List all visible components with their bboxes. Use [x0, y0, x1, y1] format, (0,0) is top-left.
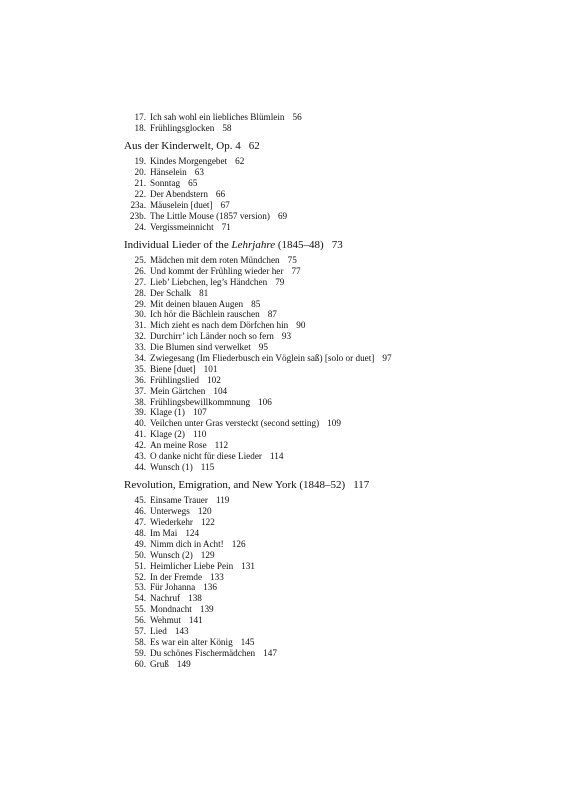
- entry-page-number: 101: [203, 363, 218, 374]
- toc-entry: [0, 626, 588, 637]
- entry-title: Frühlingsglocken 58: [150, 122, 232, 133]
- entry-title: Wunsch (1) 115: [150, 461, 215, 472]
- toc-entry: [0, 353, 588, 364]
- entry-number: 17.: [134, 112, 146, 122]
- entry-page-number: 104: [213, 385, 228, 396]
- toc-entry: [0, 528, 588, 539]
- entry-title: Und kommt der Frühling wieder her 77: [150, 265, 301, 276]
- toc-entry: [0, 342, 588, 353]
- entry-page-number: 85: [251, 298, 261, 309]
- entry-number: 44.: [134, 461, 146, 472]
- entry-number: 40.: [134, 418, 146, 429]
- entry-page-number: 114: [270, 451, 284, 462]
- entry-number: 22.: [134, 188, 146, 199]
- entry-page-number: 95: [258, 342, 268, 353]
- toc-entry: [0, 648, 588, 659]
- entry-title: The Little Mouse (1857 version) 69: [150, 210, 288, 221]
- section-title: Individual Lieder of the: [124, 238, 232, 251]
- entry-title: Ich sah wohl ein liebliches Blümlein 56: [150, 112, 302, 122]
- toc-entry: [0, 167, 588, 178]
- entry-title: Unterwegs 120: [150, 506, 212, 517]
- entry-title: Gruß 149: [150, 658, 191, 669]
- entry-title: Wiederkehr 122: [150, 517, 215, 528]
- toc-entry: [0, 659, 588, 670]
- entry-title: Wunsch (2) 129: [150, 549, 215, 560]
- toc-entry: [0, 156, 588, 167]
- toc-entry: [0, 539, 588, 550]
- entry-title: In der Fremde 133: [150, 571, 224, 582]
- entry-page-number: 143: [174, 626, 189, 637]
- entry-page-number: 58: [222, 122, 232, 133]
- entry-page-number: 110: [192, 429, 207, 440]
- entry-number: 32.: [134, 331, 146, 342]
- entry-number: 24.: [134, 221, 146, 232]
- entry-number: 58.: [134, 636, 146, 647]
- toc-entry: [0, 429, 588, 440]
- toc-entry: [0, 407, 588, 418]
- entry-number: 39.: [134, 407, 146, 418]
- toc-entry: [0, 582, 588, 593]
- entry-page-number: 90: [296, 320, 306, 331]
- toc-entry: [0, 178, 588, 189]
- section-heading: [0, 477, 588, 495]
- toc-entry: [0, 637, 588, 648]
- toc-entry: [0, 495, 588, 506]
- toc-entry: [0, 266, 588, 277]
- entry-number: 46.: [134, 506, 146, 517]
- entry-title: Lied 143: [150, 626, 189, 637]
- section-page-number: 117: [353, 478, 370, 491]
- entry-title: O danke nicht für diese Lieder 114: [150, 451, 284, 462]
- entry-title: Zwiegesang (Im Fliederbusch ein Vöglein saß) [solo or duet] 97: [150, 353, 392, 364]
- entry-title: Mädchen mit dem roten Mündchen 75: [150, 255, 297, 266]
- toc-entry: [0, 222, 588, 233]
- entry-page-number: 138: [188, 593, 202, 604]
- entry-number: 51.: [134, 560, 146, 571]
- entry-number: 41.: [134, 429, 146, 440]
- entry-number: 55.: [134, 604, 146, 615]
- entry-page-number: 93: [281, 331, 292, 342]
- entry-page-number: 66: [215, 188, 226, 199]
- entry-number: 26.: [134, 265, 146, 276]
- entry-number: 43.: [134, 451, 146, 462]
- toc-entry: [0, 572, 588, 583]
- toc-entry: [0, 604, 588, 615]
- entry-page-number: 109: [327, 418, 341, 429]
- entry-number: 50.: [134, 549, 146, 560]
- entry-title: Es war ein alter König 145: [150, 636, 255, 647]
- entry-number: 54.: [134, 593, 146, 604]
- toc-entry: [0, 561, 588, 572]
- entry-number: 27.: [134, 276, 146, 287]
- entry-page-number: 115: [200, 461, 215, 472]
- entry-title: Vergissmeinnicht 71: [150, 221, 231, 232]
- entry-number: 33.: [134, 342, 146, 353]
- entry-number: 19.: [134, 156, 146, 167]
- toc-entry: [0, 189, 588, 200]
- section-page-number: 73: [331, 238, 343, 251]
- entry-title: Mit deinen blauen Augen 85: [150, 298, 261, 309]
- toc-entry: [0, 397, 588, 408]
- toc-entry: [0, 277, 588, 288]
- entry-title: Du schönes Fischermädchen 147: [150, 647, 277, 658]
- entry-number: 37.: [134, 385, 146, 396]
- section-heading: [0, 138, 588, 156]
- entry-title: Ich hör die Bächlein rauschen 87: [150, 309, 277, 320]
- entry-title: Lieb’ Liebchen, leg’s Händchen 79: [150, 276, 285, 287]
- entry-number: 56.: [134, 615, 146, 626]
- entry-page-number: 79: [275, 276, 285, 287]
- entry-number: 47.: [134, 517, 146, 528]
- entry-title: Mich zieht es nach dem Dörfchen hin 90: [150, 320, 306, 331]
- toc-entry: [0, 375, 588, 386]
- entry-number: 60.: [134, 658, 146, 669]
- entry-number: 30.: [134, 309, 146, 320]
- entry-page-number: 133: [210, 571, 224, 582]
- entry-number: 25.: [134, 255, 146, 266]
- entry-page-number: 97: [382, 353, 392, 364]
- entry-page-number: 141: [188, 615, 203, 626]
- entry-page-number: 136: [203, 582, 217, 593]
- toc-entry: [0, 320, 588, 331]
- entry-page-number: 63: [194, 167, 204, 178]
- entry-number: 59.: [134, 647, 146, 658]
- entry-title: Die Blumen sind verwelket 95: [150, 342, 268, 353]
- toc-entry: [0, 123, 588, 134]
- entry-number: 38.: [134, 396, 146, 407]
- toc-entry: [0, 440, 588, 451]
- entry-title: Klage (1) 107: [150, 407, 207, 418]
- toc-entry: [0, 299, 588, 310]
- entry-number: 48.: [134, 528, 146, 538]
- table-of-contents: [0, 112, 588, 670]
- entry-number: 35.: [134, 363, 146, 374]
- entry-title: Mondnacht 139: [150, 604, 214, 615]
- entry-page-number: 69: [277, 210, 288, 221]
- entry-page-number: 147: [263, 647, 277, 658]
- entry-page-number: 149: [176, 658, 191, 669]
- entry-page-number: 65: [188, 178, 198, 189]
- toc-entry: [0, 288, 588, 299]
- entry-page-number: 145: [240, 636, 255, 647]
- entry-title: Durchirr’ ich Länder noch so fern 93: [150, 331, 292, 342]
- toc-entry: [0, 364, 588, 375]
- entry-page-number: 112: [214, 440, 229, 451]
- entry-number: 34.: [134, 353, 146, 364]
- entry-page-number: 129: [200, 549, 215, 560]
- entry-page-number: 139: [199, 604, 214, 615]
- toc-entry: [0, 462, 588, 473]
- entry-number: 28.: [134, 287, 146, 298]
- entry-title: Einsame Trauer 119: [150, 495, 230, 506]
- entry-number: 42.: [134, 440, 146, 451]
- entry-page-number: 75: [287, 255, 297, 266]
- entry-page-number: 122: [201, 517, 215, 528]
- entry-page-number: 107: [192, 407, 207, 418]
- entry-number: 18.: [134, 122, 146, 133]
- toc-entry: [0, 386, 588, 397]
- entry-title: Sonntag 65: [150, 178, 198, 189]
- entry-page-number: 106: [258, 396, 272, 407]
- entry-title: Biene [duet] 101: [150, 363, 218, 374]
- entry-page-number: 71: [221, 221, 231, 232]
- entry-title: Der Abendstern 66: [150, 188, 226, 199]
- entry-number: 20.: [134, 167, 146, 178]
- toc-entry: [0, 593, 588, 604]
- toc-entry: [0, 255, 588, 266]
- entry-number: 23a.: [130, 199, 146, 210]
- entry-title: Der Schalk 81: [150, 287, 209, 298]
- entry-number: 57.: [134, 626, 146, 637]
- entry-title: Klage (2) 110: [150, 429, 207, 440]
- toc-entry: [0, 550, 588, 561]
- entry-number: 49.: [134, 538, 146, 549]
- entry-number: 53.: [134, 582, 146, 593]
- toc-entry: [0, 112, 588, 123]
- entry-number: 45.: [134, 495, 146, 506]
- entry-title: Heimlicher Liebe Pein 131: [150, 560, 255, 571]
- entry-page-number: 87: [267, 309, 277, 320]
- section-heading: [0, 237, 588, 255]
- entry-title: Frühlingsbewillkommnung 106: [150, 396, 272, 407]
- toc-entry: [0, 451, 588, 462]
- section-title-italic: Lehrjahre: [231, 238, 276, 251]
- entry-page-number: 62: [235, 156, 245, 167]
- entry-number: 52.: [134, 571, 146, 582]
- entry-number: 31.: [134, 320, 146, 331]
- toc-entry: [0, 200, 588, 211]
- entry-number: 29.: [134, 298, 146, 309]
- entry-page-number: 56: [292, 112, 302, 122]
- entry-title: Im Mai 124: [150, 528, 200, 538]
- entry-title: Wehmut 141: [150, 615, 203, 626]
- entry-page-number: 126: [231, 538, 246, 549]
- toc-entry: [0, 309, 588, 320]
- entry-page-number: 120: [197, 506, 212, 517]
- entry-number: 36.: [134, 374, 146, 385]
- toc-entry: [0, 615, 588, 626]
- toc-entry: [0, 517, 588, 528]
- entry-title: Mein Gärtchen 104: [150, 385, 228, 396]
- entry-title: Für Johanna 136: [150, 582, 217, 593]
- entry-page-number: 124: [185, 528, 200, 538]
- entry-title: Veilchen unter Gras versteckt (second setting) 109: [150, 418, 341, 429]
- entry-title: An meine Rose 112: [150, 440, 229, 451]
- entry-page-number: 102: [207, 374, 221, 385]
- entry-number: 21.: [134, 178, 146, 189]
- entry-page-number: 77: [291, 265, 301, 276]
- toc-entry: [0, 211, 588, 222]
- entry-page-number: 131: [241, 560, 255, 571]
- section-page-number: 62: [248, 139, 260, 152]
- entry-number: 23b.: [129, 210, 146, 221]
- section-title: Aus der Kinderwelt, Op. 4: [124, 139, 241, 152]
- entry-page-number: 81: [199, 287, 209, 298]
- entry-title: Nachruf 138: [150, 593, 202, 604]
- entry-title: Hänselein 63: [150, 167, 204, 178]
- entry-page-number: 119: [215, 495, 230, 506]
- entry-title: Mäuselein [duet] 67: [150, 199, 230, 210]
- entry-page-number: 67: [220, 199, 230, 210]
- entry-title: Kindes Morgengebet 62: [150, 156, 245, 167]
- toc-entry: [0, 331, 588, 342]
- toc-entry: [0, 418, 588, 429]
- toc-entry: [0, 506, 588, 517]
- section-title: Revolution, Emigration, and New York (1848–52): [124, 478, 346, 491]
- entry-title: Nimm dich in Acht! 126: [150, 538, 246, 549]
- entry-title: Frühlingslied 102: [150, 374, 221, 385]
- section-title-suffix: (1845–48): [275, 238, 324, 251]
